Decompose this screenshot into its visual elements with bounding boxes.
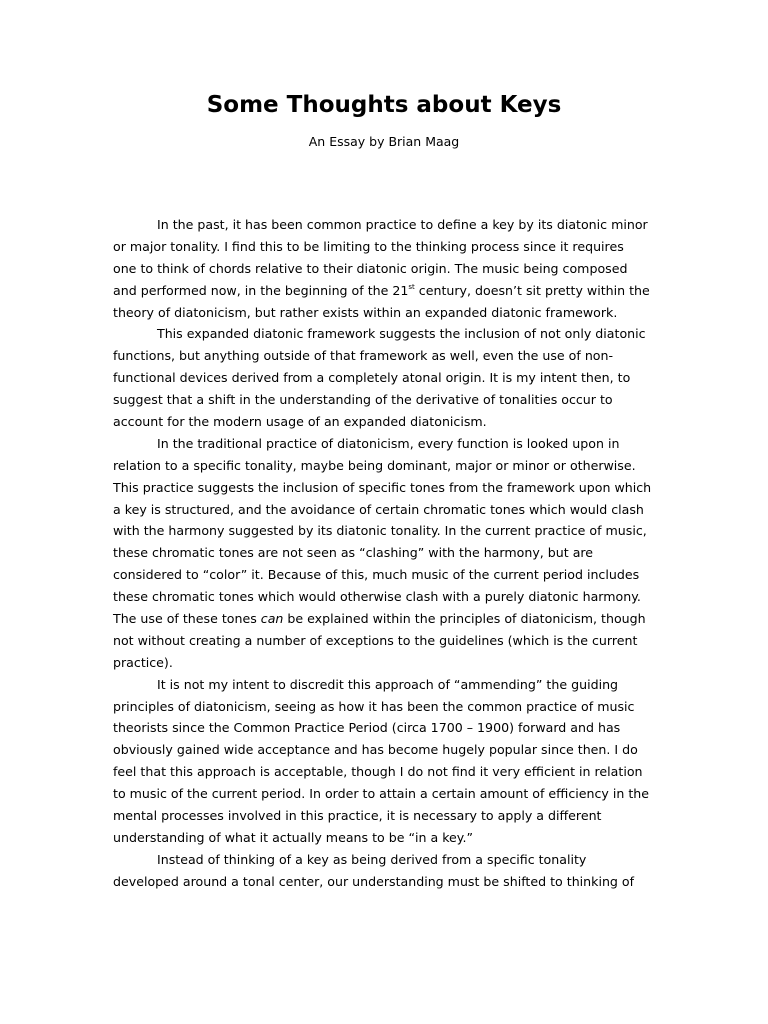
text-line [113, 608, 658, 630]
text-line [113, 214, 658, 236]
text-line [113, 236, 658, 258]
line-text: The use of these tones [113, 611, 261, 627]
line-text: a key is structured, and the avoidance of certain chromatic tones which would clash [113, 501, 644, 517]
text-line [113, 542, 658, 564]
text-line [113, 586, 658, 608]
line-text: mental processes involved in this practice, it is necessary to apply a different [113, 808, 602, 824]
line-text: It is not my intent to discredit this approach of “ammending” the guiding [157, 676, 619, 692]
text-line [113, 849, 658, 871]
essay-body [113, 214, 658, 893]
text-line [113, 564, 658, 586]
text-line [113, 280, 658, 302]
text-line [113, 871, 658, 893]
line-text: theorists since the Common Practice Period (circa 1700 – 1900) forward and has [113, 720, 621, 736]
line-text: relation to a specific tonality, maybe being dominant, major or minor or otherwise. [113, 457, 636, 473]
line-text: considered to “color” it. Because of this, much music of the current period includes [113, 567, 640, 583]
text-line [113, 455, 658, 477]
line-text: with the harmony suggested by its diatonic tonality. In the current practice of music, [113, 523, 647, 539]
text-line [113, 323, 658, 345]
line-text: and performed now, in the beginning of the 21 [113, 282, 409, 298]
text-line [113, 345, 658, 367]
line-text: one to think of chords relative to their diatonic origin. The music being composed [113, 260, 628, 276]
document-title: Some Thoughts about Keys [206, 92, 562, 118]
text-line [113, 652, 658, 674]
text-line [113, 520, 658, 542]
line-text: understanding of what it actually means to be “in a key.” [113, 829, 473, 845]
line-text: This expanded diatonic framework suggests the inclusion of not only diatonic [157, 326, 646, 342]
line-text: theory of diatonicism, but rather exists within an expanded diatonic framework. [113, 304, 618, 320]
text-line [113, 739, 658, 761]
line-text: practice). [113, 654, 173, 670]
line-text: suggest that a shift in the understanding of the derivative of tonalities occur to [113, 392, 613, 408]
line-text: functions, but anything outside of that framework as well, even the use of non- [113, 348, 614, 364]
line-text: This practice suggests the inclusion of specific tones from the framework upon which [113, 479, 652, 495]
text-line [113, 783, 658, 805]
line-text: functional devices derived from a completely atonal origin. It is my intent then, to [113, 370, 631, 386]
line-text: obviously gained wide acceptance and has become hugely popular since then. I do [113, 742, 638, 758]
line-text: principles of diatonicism, seeing as how it has been the common practice of music [113, 698, 635, 714]
line-text: or major tonality. I find this to be limiting to the thinking process since it requires [113, 238, 624, 254]
text-line [113, 433, 658, 455]
text-line [113, 411, 658, 433]
line-text: these chromatic tones are not seen as “clashing” with the harmony, but are [113, 545, 594, 561]
text-line [113, 389, 658, 411]
text-line [113, 761, 658, 783]
text-line [113, 302, 658, 324]
text-line [113, 630, 658, 652]
line-text: Instead of thinking of a key as being derived from a specific tonality [157, 851, 587, 867]
superscript-text: st [408, 282, 415, 291]
text-line [113, 499, 658, 521]
text-line [113, 477, 658, 499]
line-text-continued: century, doesn’t sit pretty within the [414, 282, 650, 298]
line-text: In the past, it has been common practice to define a key by its diatonic minor [157, 217, 648, 232]
line-text: feel that this approach is acceptable, though I do not find it very efficient in relation [113, 764, 643, 780]
line-text: these chromatic tones which would otherwise clash with a purely diatonic harmony. [113, 589, 641, 605]
line-text-continued: be explained within the principles of diatonicism, though [283, 611, 646, 627]
document-subtitle: An Essay by Brian Maag [308, 134, 460, 149]
emphasis-text: can [260, 611, 284, 627]
line-text: account for the modern usage of an expanded diatonicism. [113, 414, 487, 430]
text-line [113, 367, 658, 389]
text-line [113, 805, 658, 827]
text-line [113, 674, 658, 696]
text-line [113, 717, 658, 739]
line-text: developed around a tonal center, our understanding must be shifted to thinking of [113, 873, 635, 889]
text-line [113, 827, 658, 849]
line-text: to music of the current period. In order to attain a certain amount of efficiency in the [113, 786, 650, 802]
text-line [113, 258, 658, 280]
text-line [113, 696, 658, 718]
line-text: not without creating a number of exceptions to the guidelines (which is the current [113, 632, 638, 648]
line-text: In the traditional practice of diatonicism, every function is looked upon in [157, 435, 620, 451]
